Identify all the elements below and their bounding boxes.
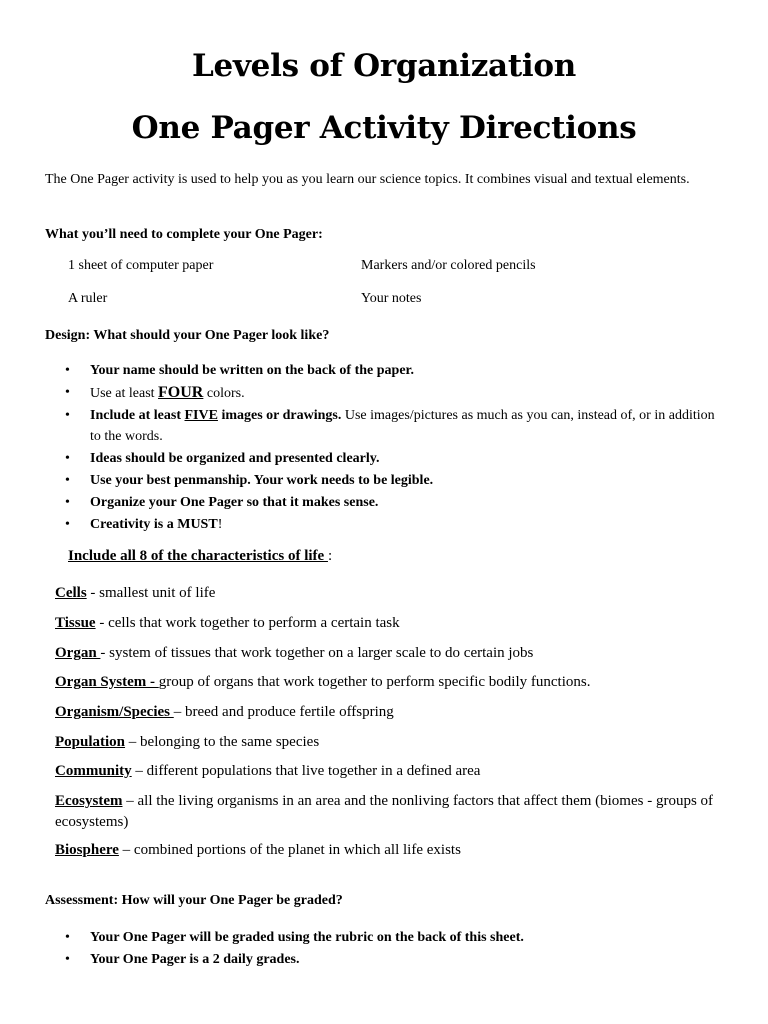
- design-bullet-text: Use images/pictures as much as you can, instead of, or in addition to the words.: [90, 407, 715, 445]
- characteristics-heading-colon: :: [327, 548, 333, 564]
- assessment-heading: Assessment: How will your One Pager be graded?: [45, 893, 343, 908]
- design-bullet: [45, 492, 725, 514]
- assessment-bullet: [45, 927, 725, 949]
- material-item: Markers and/or colored pencils: [361, 258, 536, 273]
- design-bullet-text: Use at least: [90, 385, 159, 401]
- level-definition: – different populations that live together in a defined area: [131, 763, 481, 779]
- characteristics-heading-text: Include all 8 of the characteristics of life: [68, 548, 328, 564]
- design-bullet-text: Use your best penmanship. Your work needs to be legible.: [90, 472, 434, 488]
- level-definition: - system of tissues that work together on a larger scale to do certain jobs: [100, 645, 534, 661]
- level-item: [55, 732, 715, 753]
- level-term: Tissue: [55, 615, 96, 631]
- design-bullet-text: images or drawings.: [217, 407, 342, 423]
- level-item: [55, 840, 715, 861]
- bullet-icon: •: [65, 930, 70, 945]
- bullet-icon: •: [65, 384, 70, 400]
- bullet-icon: •: [65, 363, 70, 378]
- materials-heading: What you’ll need to complete your One Pager:: [45, 227, 323, 242]
- design-bullet-text: Creativity is a MUST: [90, 516, 218, 532]
- level-definition: – breed and produce fertile offspring: [173, 704, 394, 720]
- emphasis-five: FIVE: [184, 407, 218, 423]
- level-item: [55, 791, 715, 833]
- level-definition: – combined portions of the planet in which all life exists: [118, 842, 461, 858]
- level-term: Organism/Species: [55, 704, 174, 720]
- design-list: [45, 360, 725, 535]
- level-term: Biosphere: [55, 842, 119, 858]
- design-bullet-text: Include at least: [90, 407, 185, 423]
- bullet-icon: •: [65, 407, 70, 423]
- assessment-bullet-text: Your One Pager will be graded using the rubric on the back of this sheet.: [90, 930, 524, 945]
- level-definition: - cells that work together to perform a certain task: [95, 615, 400, 631]
- bullet-icon: •: [65, 516, 70, 532]
- bullet-icon: •: [65, 951, 70, 967]
- design-bullet: [45, 360, 725, 382]
- intro-paragraph: The One Pager activity is used to help you as you learn our science topics. It combines visual and textual elements.: [45, 172, 690, 187]
- level-term: Organ: [55, 645, 101, 661]
- level-term: Population: [55, 734, 126, 750]
- level-item: [55, 672, 715, 693]
- level-definition: – all the living organisms in an area and the nonliving factors that affect them (biomes - groups of ecosystems): [55, 793, 714, 830]
- design-bullet: [45, 382, 725, 405]
- design-bullet: [45, 470, 725, 492]
- assessment-bullet: [45, 949, 725, 971]
- level-term: Community: [55, 763, 132, 779]
- document-title: Levels of Organization: [192, 48, 576, 84]
- design-bullet-text: Organize your One Pager so that it makes sense.: [90, 494, 379, 510]
- design-bullet-text: !: [217, 516, 223, 532]
- design-bullet-text: Your name should be written on the back of the paper.: [90, 363, 414, 378]
- document-subtitle: One Pager Activity Directions: [131, 110, 637, 146]
- level-item: [55, 702, 715, 723]
- level-term: Organ System -: [55, 674, 159, 690]
- assessment-bullet-text: Your One Pager is a 2 daily grades.: [90, 951, 300, 967]
- design-heading: Design: What should your One Pager look like?: [45, 328, 330, 343]
- bullet-icon: •: [65, 494, 70, 510]
- level-definition: – belonging to the same species: [125, 734, 320, 750]
- design-bullet: [45, 405, 725, 449]
- material-item: A ruler: [68, 291, 108, 306]
- design-bullet-text: colors.: [203, 385, 245, 401]
- level-definition: group of organs that work together to perform specific bodily functions.: [158, 674, 591, 690]
- level-term: Ecosystem: [55, 793, 123, 809]
- design-bullet: [45, 448, 725, 470]
- level-item: [55, 643, 715, 664]
- level-item: [55, 583, 715, 604]
- level-item: [55, 761, 715, 782]
- material-item: Your notes: [361, 291, 422, 306]
- emphasis-four: FOUR: [158, 383, 204, 401]
- assessment-list: [45, 927, 725, 971]
- bullet-icon: •: [65, 472, 70, 488]
- bullet-icon: •: [65, 451, 70, 467]
- design-bullet: [45, 514, 725, 536]
- material-item: 1 sheet of computer paper: [68, 258, 214, 273]
- design-bullet-text: Ideas should be organized and presented clearly.: [90, 451, 380, 467]
- level-definition: - smallest unit of life: [86, 585, 216, 601]
- level-item: [55, 613, 715, 634]
- characteristics-heading: [68, 548, 332, 565]
- level-term: Cells: [55, 585, 87, 601]
